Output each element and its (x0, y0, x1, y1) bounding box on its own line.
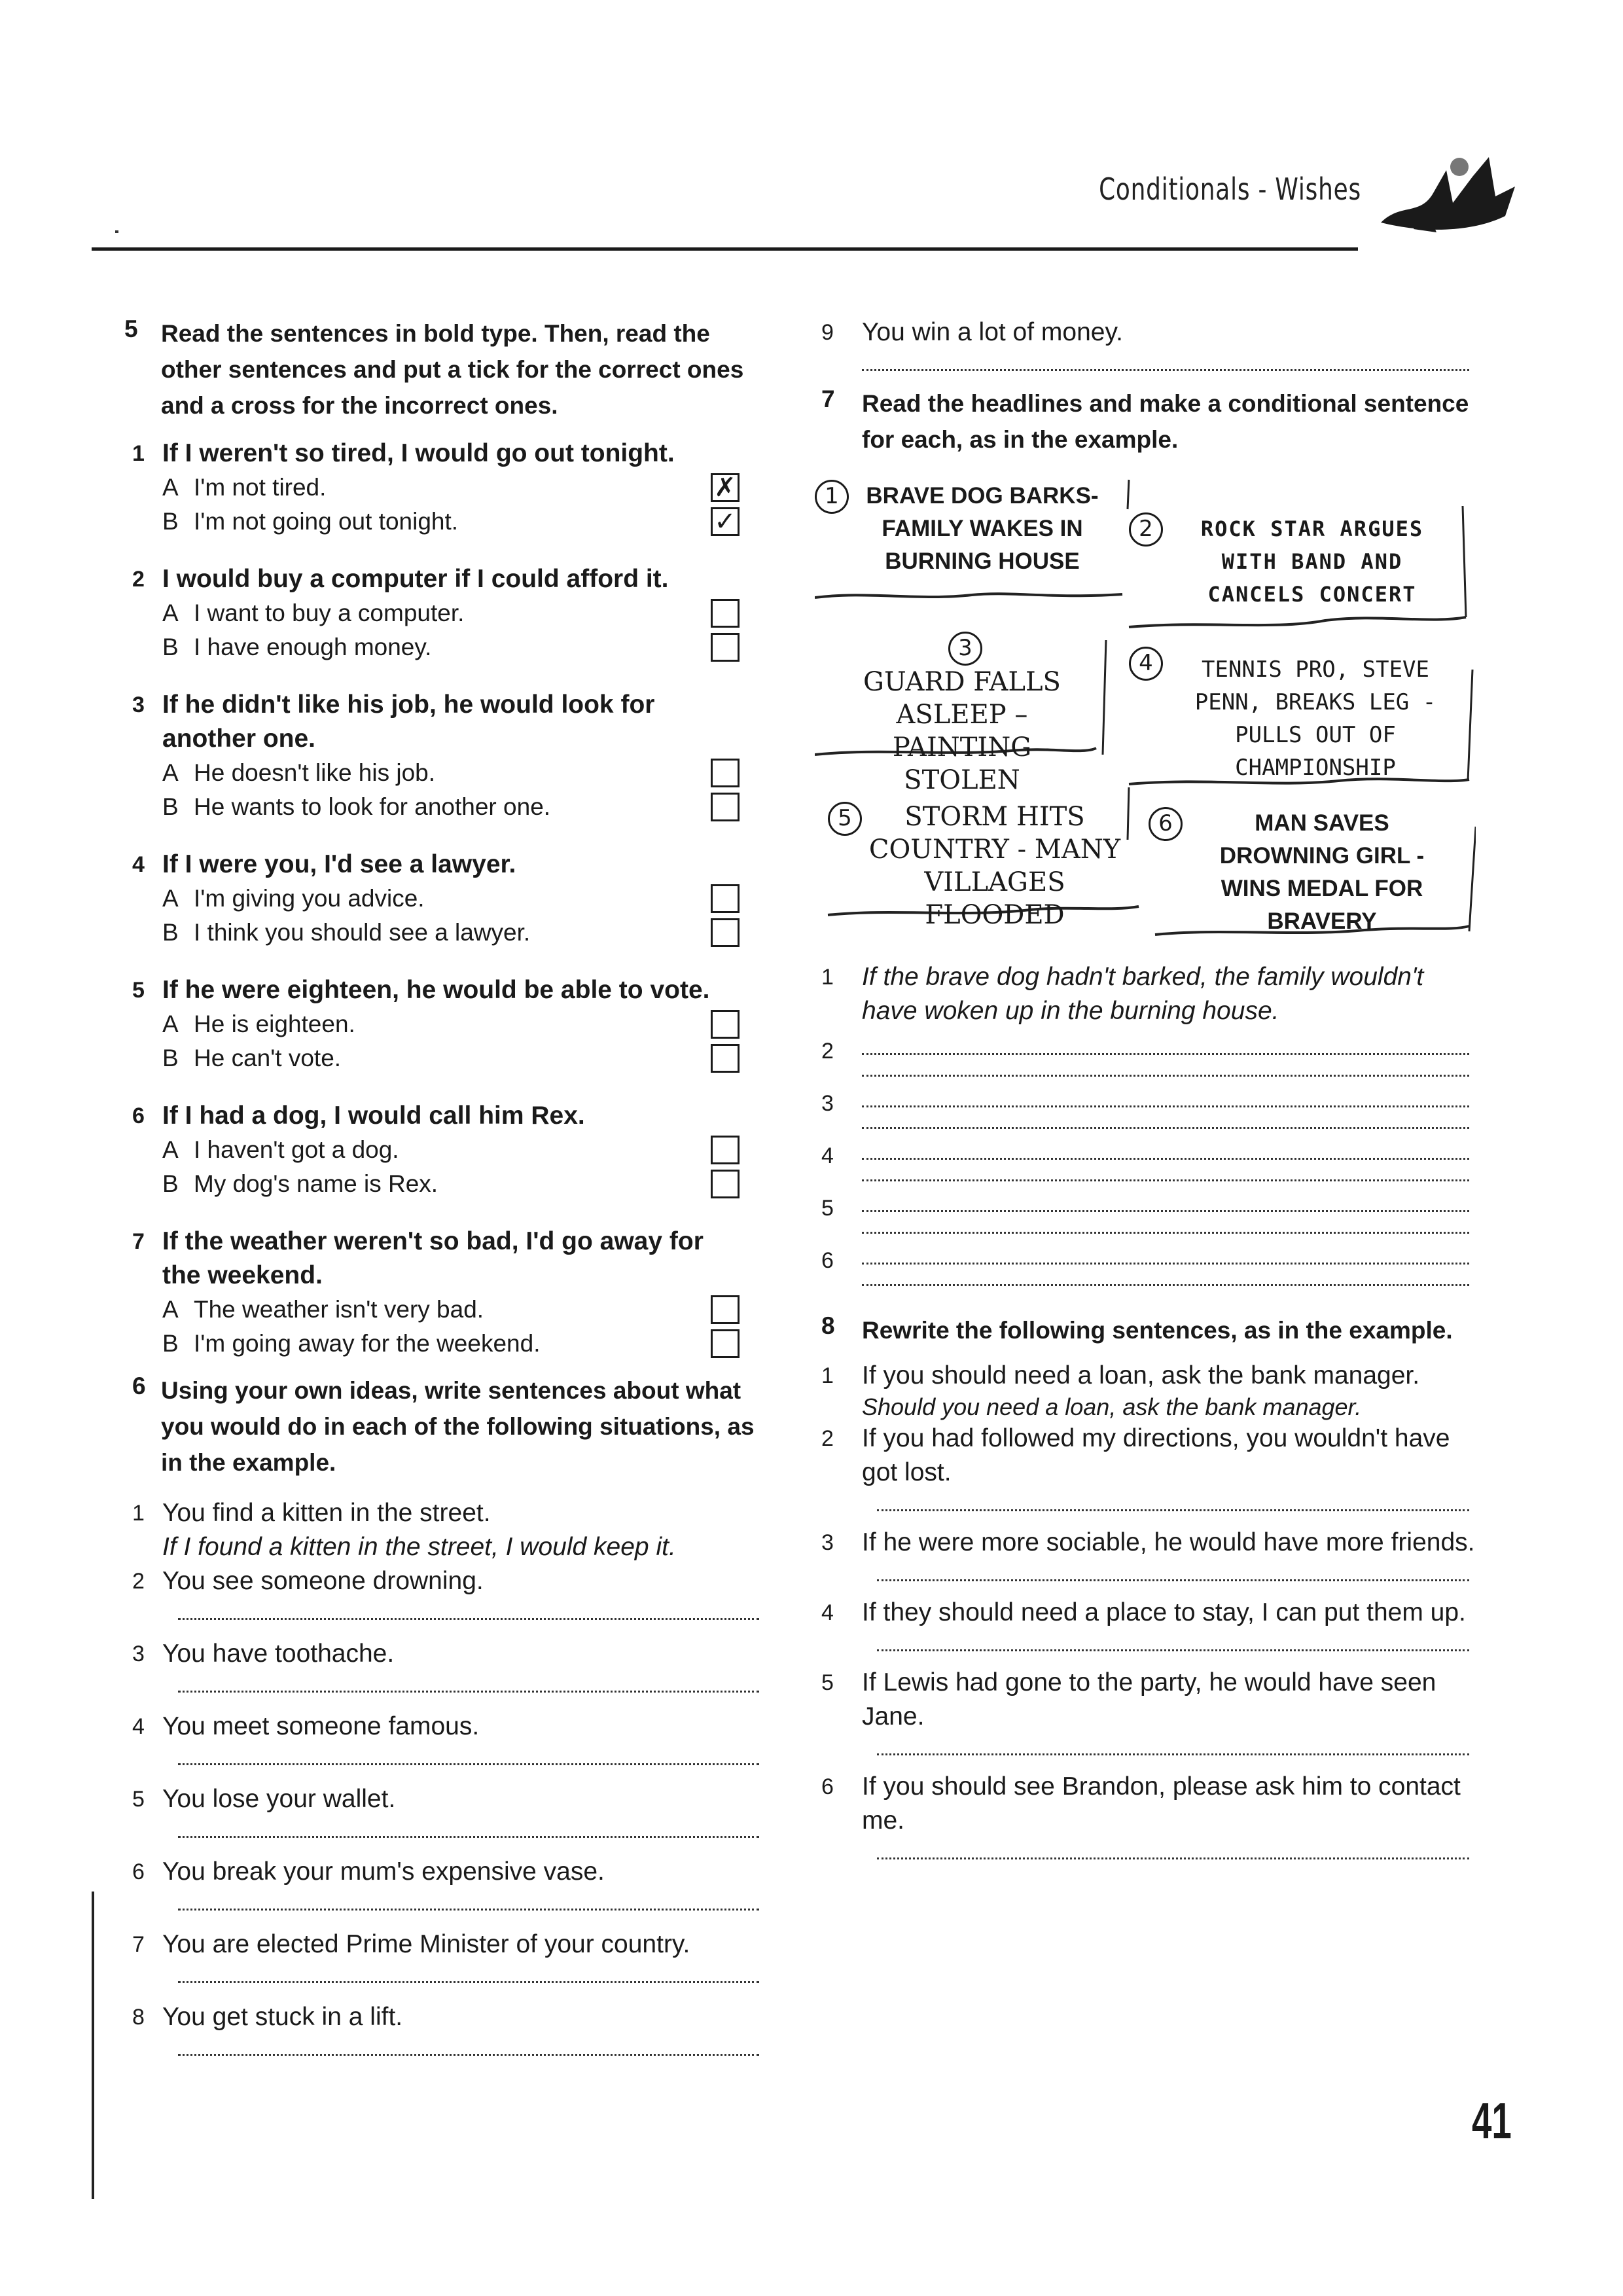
sentence: 6 If you should see Brandon, please ask him to contact me. (821, 1772, 1461, 1835)
option-a: A I'm giving you advice. (124, 882, 766, 916)
exercise-5 (124, 315, 766, 423)
ex5-item (124, 848, 766, 950)
situation: 8 You get stuck in a lift. (132, 2003, 403, 2031)
ex6-item (124, 1564, 766, 1620)
ex8-item (815, 1596, 1476, 1651)
ex7-answer (815, 960, 1476, 1028)
headline-4 (1129, 647, 1469, 781)
bold-sentence: 6 If I had a dog, I would call him Rex. (132, 1102, 585, 1130)
ex5-item (124, 688, 766, 824)
answer-checkbox[interactable] (711, 793, 740, 821)
answer-line[interactable] (877, 1734, 1469, 1755)
answer-checkbox[interactable] (711, 884, 740, 913)
answer-line[interactable] (178, 1816, 759, 1838)
answer-line[interactable] (178, 1889, 759, 1910)
situation: 1 You find a kitten in the street. (132, 1499, 491, 1527)
situation: 3 You have toothache. (132, 1640, 395, 1668)
situation: 6 You break your mum's expensive vase. (132, 1857, 605, 1886)
option-a: A He doesn't like his job. (124, 756, 766, 790)
situation: 9 You win a lot of money. (821, 318, 1123, 346)
sentence: 4 If they should need a place to stay, I can put them up. (821, 1598, 1466, 1626)
sentence: 1 If you should need a loan, ask the bank manager. (821, 1361, 1420, 1390)
answer-line[interactable] (178, 1962, 759, 1983)
ex5-item (124, 562, 766, 664)
number-circle: 3 (948, 632, 982, 666)
option-a: A I'm not tired. ✗ (124, 471, 766, 505)
ex8-item (815, 1526, 1476, 1581)
decorative-logo-icon (1374, 131, 1525, 249)
bold-sentence: 5 If he were eighteen, he would be able to vote. (132, 976, 710, 1004)
ex6-item (124, 1637, 766, 1693)
exercise-number: 6 (132, 1372, 146, 1399)
section-title: Conditionals - Wishes (1099, 171, 1361, 207)
sentence: 5 If Lewis had gone to the party, he would have seen Jane. (821, 1668, 1436, 1731)
answer-line[interactable] (178, 1671, 759, 1693)
ex5-item (124, 973, 766, 1075)
number-circle: 4 (1129, 647, 1163, 681)
answer-line[interactable] (862, 1243, 1469, 1265)
ex8-item (815, 1422, 1476, 1511)
answer-line[interactable] (862, 1212, 1469, 1234)
headline-text: ROCK STAR ARGUES WITH BAND AND CANCELS CONCERT (1200, 516, 1424, 607)
headline-text: BRAVE DOG BARKS- FAMILY WAKES IN BURNING HOUSE (866, 483, 1099, 574)
ex6-item (124, 1496, 766, 1564)
answer-line[interactable] (862, 1107, 1469, 1129)
headline-3 (828, 630, 1103, 797)
headline-text: STORM HITS COUNTRY - MANY VILLAGES FLOODED (868, 802, 1121, 930)
headlines-panel (815, 473, 1476, 958)
headline-1 (815, 480, 1122, 574)
exercise-7 (815, 386, 1476, 457)
headline-text: GUARD FALLS ASLEEP – PAINTING STOLEN (863, 667, 1061, 795)
answer-line[interactable] (862, 350, 1469, 371)
sentence: 3 If he were more sociable, he would have more friends. (821, 1528, 1475, 1556)
number-circle: 5 (828, 802, 862, 836)
option-b: B I'm going away for the weekend. (124, 1327, 766, 1361)
ex6-item (124, 1855, 766, 1910)
situation: 4 You meet someone famous. (132, 1712, 480, 1740)
answer-checkbox[interactable]: ✗ (711, 473, 740, 502)
answer-line[interactable] (877, 1838, 1469, 1859)
ex8-item (815, 1359, 1476, 1422)
answer-line[interactable] (862, 1138, 1469, 1160)
option-a: A He is eighteen. (124, 1007, 766, 1041)
answer-line[interactable] (178, 1744, 759, 1765)
ex8-item (815, 1770, 1476, 1859)
answer-line[interactable] (862, 1160, 1469, 1181)
exercise-number: 8 (821, 1312, 835, 1339)
answer-line[interactable] (862, 1055, 1469, 1077)
page-number: 41 (1472, 2092, 1512, 2149)
exercise-instruction: Read the sentences in bold type. Then, read the other sentences and put a tick for the correct ones and a cross for the incorrect ones. (161, 320, 744, 419)
ex6-item (124, 2000, 766, 2056)
option-b: B My dog's name is Rex. (124, 1167, 766, 1201)
option-b: B He can't vote. (124, 1041, 766, 1075)
exercise-instruction: Read the headlines and make a conditional sentence for each, as in the example. (862, 390, 1469, 453)
ex5-item (124, 1099, 766, 1201)
headline-2 (1129, 512, 1469, 607)
option-b: B I have enough money. (124, 630, 766, 664)
example-answer: 1 If the brave dog hadn't barked, the family wouldn't have woken up in the burning house. (821, 963, 1424, 1025)
ex7-answer: 3 (815, 1086, 1476, 1129)
situation: 7 You are elected Prime Minister of your country. (132, 1930, 690, 1958)
number-circle: 1 (815, 480, 849, 514)
answer-line[interactable] (877, 1630, 1469, 1651)
right-column (815, 315, 1476, 1859)
answer-line[interactable] (862, 1191, 1469, 1212)
answer-checkbox[interactable] (711, 1010, 740, 1039)
answer-line[interactable] (862, 1086, 1469, 1107)
ex8-item (815, 1666, 1476, 1755)
option-a: A The weather isn't very bad. (124, 1293, 766, 1327)
option-b: B I'm not going out tonight. ✓ (124, 505, 766, 539)
situation: 2 You see someone drowning. (132, 1567, 484, 1595)
ex6-item (124, 1928, 766, 1983)
answer-checkbox[interactable] (711, 918, 740, 947)
situation: 5 You lose your wallet. (132, 1785, 396, 1813)
answer-checkbox[interactable] (711, 1044, 740, 1073)
exercise-instruction: Rewrite the following sentences, as in the example. (862, 1317, 1453, 1344)
number-circle: 6 (1149, 807, 1183, 841)
ex7-answer: 5 (815, 1191, 1476, 1234)
exercise-8 (815, 1312, 1476, 1348)
bold-sentence: 7 If the weather weren't so bad, I'd go away for the weekend. (132, 1227, 704, 1289)
answer-line[interactable] (178, 1598, 759, 1620)
ex7-answer: 6 (815, 1243, 1476, 1286)
answer-line[interactable] (862, 1265, 1469, 1286)
answer-line[interactable] (877, 1490, 1469, 1511)
answer-checkbox[interactable] (711, 633, 740, 662)
bold-sentence: 3 If he didn't like his job, he would look for another one. (132, 691, 655, 753)
ex6-item (124, 1782, 766, 1838)
ex5-item (124, 1225, 766, 1361)
ex6-item (815, 315, 1476, 371)
answer-checkbox[interactable] (711, 599, 740, 628)
answer-checkbox[interactable] (711, 759, 740, 787)
example-answer: If I found a kitten in the street, I would keep it. (162, 1533, 676, 1561)
header-rule (92, 247, 1358, 251)
headline-6 (1149, 807, 1469, 934)
exercise-number: 7 (821, 386, 835, 412)
answer-checkbox[interactable] (711, 1295, 740, 1324)
left-column (124, 315, 766, 2056)
bold-sentence: 2 I would buy a computer if I could afford it. (132, 565, 669, 593)
option-b: B He wants to look for another one. (124, 790, 766, 824)
ex7-answer: 4 (815, 1138, 1476, 1181)
sentence: 2 If you had followed my directions, you wouldn't have got lost. (821, 1424, 1450, 1486)
ex6-item (124, 1710, 766, 1765)
exercise-6 (124, 1372, 766, 1480)
answer-checkbox[interactable] (711, 1136, 740, 1164)
headline-text: MAN SAVES DROWNING GIRL - WINS MEDAL FOR BRAVERY (1219, 810, 1425, 934)
bold-sentence: 1 If I weren't so tired, I would go out tonight. (132, 439, 675, 467)
option-b: B I think you should see a lawyer. (124, 916, 766, 950)
option-a: A I haven't got a dog. (124, 1133, 766, 1167)
headline-text: TENNIS PRO, STEVE PENN, BREAKS LEG - PULLS OUT OF CHAMPIONSHIP (1194, 656, 1436, 781)
answer-checkbox[interactable]: ✓ (711, 507, 740, 536)
answer-line[interactable] (862, 1033, 1469, 1055)
answer-line[interactable] (178, 2034, 759, 2056)
option-a: A I want to buy a computer. (124, 596, 766, 630)
header-mark (115, 230, 118, 233)
bold-sentence: 4 If I were you, I'd see a lawyer. (132, 850, 516, 878)
exercise-instruction: Using your own ideas, write sentences about what you would do in each of the following situations, as in the example. (161, 1377, 755, 1476)
example-answer: Should you need a loan, ask the bank manager. (862, 1393, 1362, 1420)
exercise-number: 5 (124, 315, 138, 342)
ex7-answer: 2 (815, 1033, 1476, 1077)
answer-checkbox[interactable] (711, 1170, 740, 1198)
answer-checkbox[interactable] (711, 1329, 740, 1358)
answer-line[interactable] (877, 1560, 1469, 1581)
margin-line (92, 1892, 94, 2199)
number-circle: 2 (1129, 512, 1163, 547)
ex5-item (124, 437, 766, 539)
headline-5 (828, 800, 1129, 930)
